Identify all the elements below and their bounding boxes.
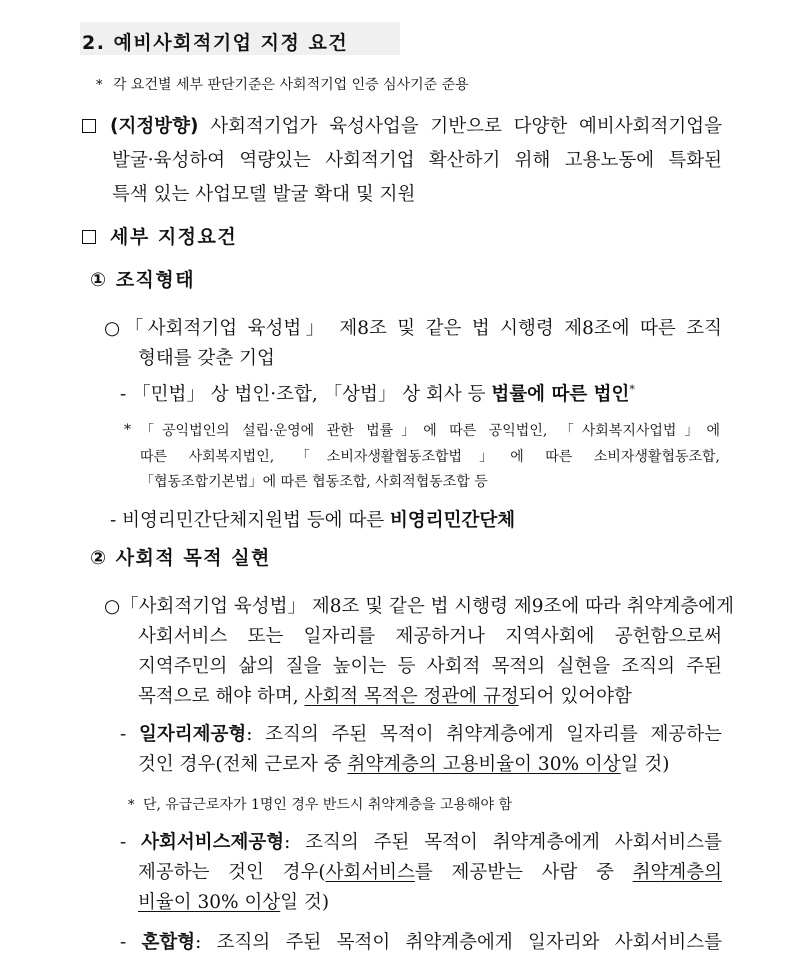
purpose-bullet-line-1-wrap [104, 592, 735, 618]
detail-heading-text: 세부 지정요건 [110, 226, 238, 248]
section-title: 2. 예비사회적기업 지정 요건 [82, 32, 349, 54]
org-bullet-line-2: 형태를 갖춘 기업 [138, 348, 275, 369]
job-type-ratio-underlined: 취약계층의 고용비율이 30% 이상 [347, 754, 621, 775]
circle-bullet-icon: ○ [104, 318, 125, 339]
detail-heading [82, 222, 237, 249]
purpose-bullet-line-2: 사회서비스 또는 일자리를 제공하거나 지역사회에 공헌함으로써 [138, 626, 722, 647]
footnote-mark: * [629, 382, 635, 396]
direction-line-3: 특색 있는 사업모델 발굴 확대 및 지원 [112, 184, 416, 205]
job-type-label: 일자리제공형 [138, 724, 247, 745]
job-type-line-1 [120, 720, 722, 746]
service-type-line-2-wrap [138, 858, 722, 884]
asterisk-mark: * [96, 78, 103, 93]
job-type-line-2-tail: 일 것) [620, 754, 670, 775]
job-type-line-2 [138, 750, 670, 776]
service-type-line-2 [138, 858, 722, 884]
direction-paragraph [82, 112, 722, 138]
org-dash-2 [110, 506, 515, 532]
asterisk-mark: * [124, 422, 131, 438]
job-type-note [128, 794, 512, 814]
purpose-bullet-line-3-wrap [138, 652, 722, 678]
org-dash-1-text: 「민법」 상 법인·조합, 「상법」 상 회사 등 [132, 384, 492, 405]
service-type-line-2-mid: 를 제공받는 사람 중 [414, 862, 633, 883]
org-dash-1 [120, 380, 635, 406]
mixed-type-label: 혼합형 [141, 932, 196, 953]
circle-bullet-icon: ○ [104, 596, 121, 617]
direction-line-2-wrap [112, 146, 722, 172]
mixed-type-line-1 [120, 928, 722, 954]
service-type-label: 사회서비스제공형 [141, 832, 285, 853]
org-note-line-1-wrap [140, 420, 720, 440]
service-type-line-1-wrap [120, 828, 722, 854]
purpose-bullet-line-4 [138, 682, 632, 708]
purpose-heading: ② 사회적 목적 실현 [90, 547, 271, 569]
purpose-bullet-line-4-underlined: 사회적 목적은 정관에 규정 [304, 686, 519, 707]
service-type-line-1-text: : 조직의 주된 목적이 취약계층에게 사회서비스를 [284, 832, 722, 853]
service-type-underlined-1: 사회서비스 [325, 862, 415, 883]
org-bullet-line-1-wrap [104, 314, 722, 340]
direction-label: (지정방향) [110, 116, 199, 137]
purpose-bullet-line-1 [104, 592, 735, 618]
purpose-bullet-line-3: 지역주민의 삶의 질을 높이는 등 사회적 목적의 실현을 조직의 주된 [138, 656, 722, 677]
service-type-line-3 [138, 888, 329, 914]
org-bullet-line-1 [104, 314, 722, 340]
criteria-note [96, 74, 469, 94]
asterisk-mark: * [128, 798, 135, 813]
service-type-line-3-tail: 일 것) [280, 892, 330, 913]
purpose-bullet-line-4-text: 목적으로 해야 하며, [138, 686, 305, 707]
dash-bullet: - [120, 932, 142, 953]
job-type-line-1-text: : 조직의 주된 목적이 취약계층에게 일자리를 제공하는 [246, 724, 722, 745]
purpose-bullet-line-2-wrap [138, 622, 722, 648]
criteria-note-text: 각 요건별 세부 판단기준은 사회적기업 인증 심사기준 준용 [112, 77, 469, 93]
org-note-line-3: 「협동조합기본법」에 따른 협동조합, 사회적협동조합 등 [140, 474, 488, 490]
org-note-line-2: 따른 사회복지법인, 「소비자생활협동조합법」에 따른 소비자생활협동조합, [140, 449, 720, 465]
mixed-type-line-1-text: : 조직의 주된 목적이 취약계층에게 일자리와 사회서비스를 [195, 932, 722, 953]
job-type-line-1-wrap [120, 720, 722, 746]
org-heading: ① 조직형태 [90, 269, 196, 291]
service-type-line-2-text: 제공하는 것인 경우( [138, 862, 326, 883]
org-dash-2-bold: 비영리민간단체 [389, 510, 516, 531]
org-bullet-line-1-text: 「사회적기업 육성법」 제8조 및 같은 법 시행령 제8조에 따른 조직 [124, 318, 722, 339]
direction-line-2: 발굴·육성하여 역량있는 사회적기업 확산하기 위해 고용노동에 특화된 [112, 150, 722, 171]
direction-line-1-text: 사회적기업가 육성사업을 기반으로 다양한 예비사회적기업을 [198, 116, 722, 137]
org-note-line-2-wrap [140, 446, 720, 466]
purpose-bullet-line-4-tail: 되어 있어야함 [518, 686, 632, 707]
service-type-ratio-underlined: 비율이 30% 이상 [138, 892, 281, 913]
checkbox-square-icon [82, 119, 96, 133]
org-dash-1-bold: 법률에 따른 법인 [491, 384, 630, 405]
service-type-line-1 [120, 828, 722, 854]
checkbox-square-icon [82, 230, 96, 244]
service-type-underlined-2: 취약계층의 [632, 862, 722, 883]
dash-bullet: - [110, 510, 123, 531]
dash-bullet: - [120, 724, 139, 745]
dash-bullet: - [120, 832, 142, 853]
org-dash-2-text: 비영리민간단체지원법 등에 따른 [122, 510, 390, 531]
dash-bullet: - [120, 384, 133, 405]
direction-line-1 [82, 112, 722, 138]
job-type-line-2-text: 것인 경우(전체 근로자 중 [138, 754, 348, 775]
job-type-note-text: 단, 유급근로자가 1명인 경우 반드시 취약계층을 고용해야 함 [142, 797, 513, 813]
org-note-line-1: 「공익법인의 설립·운영에 관한 법률」에 따른 공익법인, 「사회복지사업법」에 [140, 423, 720, 439]
mixed-type-line-1-wrap [120, 928, 722, 954]
purpose-bullet-line-1-text: 「사회적기업 육성법」 제8조 및 같은 법 시행령 제9조에 따라 취약계층에게 [120, 596, 735, 617]
